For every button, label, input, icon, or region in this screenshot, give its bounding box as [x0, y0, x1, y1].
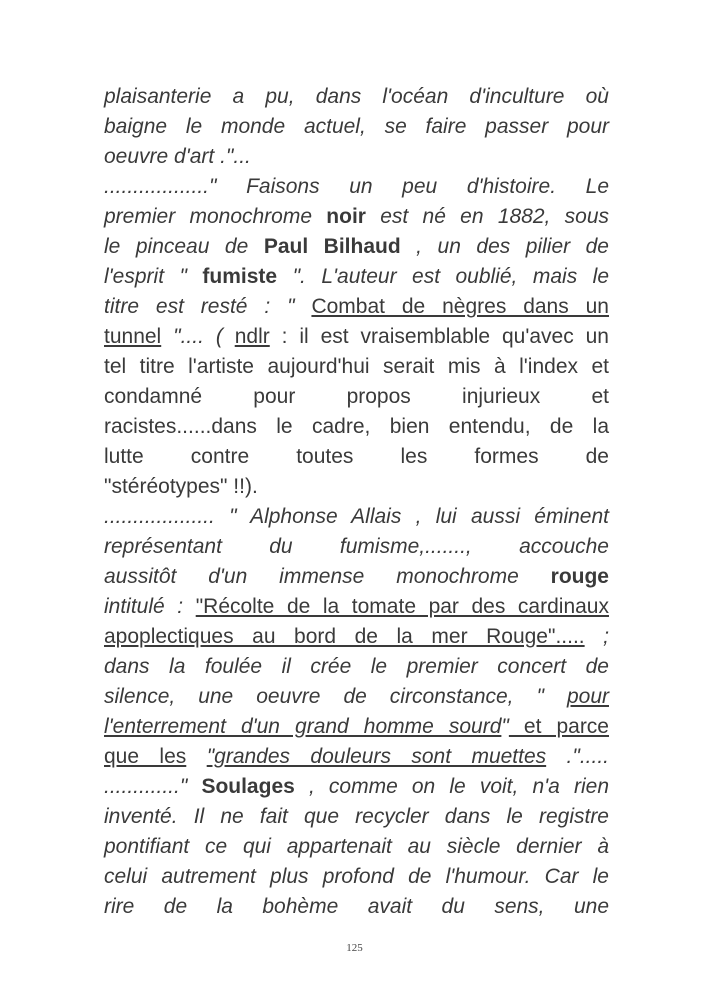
text-line	[104, 772, 609, 802]
text-line	[104, 232, 609, 262]
text-run: "grandes douleurs sont muettes	[206, 745, 547, 768]
text-run: apoplectiques au bord de la mer Rouge".....	[104, 625, 585, 648]
text-line	[104, 112, 609, 142]
text-run: ". L'auteur est oublié, mais le	[277, 265, 610, 288]
text-line	[104, 622, 609, 652]
text-line	[104, 682, 609, 712]
text-line	[104, 172, 609, 202]
text-line	[104, 592, 609, 622]
text-run: , un des pilier de	[400, 235, 609, 258]
text-run: .".....	[546, 745, 610, 768]
text-line	[104, 142, 609, 172]
text-run: l'esprit "	[104, 265, 203, 288]
text-run: inventé. Il ne fait que recycler dans le registre	[104, 805, 609, 828]
text-run: Paul Bilhaud	[263, 235, 401, 258]
text-line	[104, 382, 609, 412]
text-run: ndlr	[234, 325, 270, 348]
text-run: est né en 1882, sous	[365, 205, 610, 228]
text-line	[104, 202, 609, 232]
text-line	[104, 562, 609, 592]
text-run: pour	[566, 685, 609, 708]
text-run: tunnel	[104, 325, 162, 348]
text-run: intitulé :	[104, 595, 196, 618]
text-run: "stéréotypes" !!).	[104, 475, 258, 498]
text-run: titre est resté : "	[104, 295, 312, 318]
text-run: , comme on le voit, n'a rien	[294, 775, 609, 798]
text-run: Combat de nègres dans un	[311, 295, 609, 318]
text-run: rouge	[550, 565, 609, 588]
text-run: pontifiant ce qui appartenait au siècle dernier à	[104, 835, 609, 858]
text-line	[104, 532, 609, 562]
text-line	[104, 262, 609, 292]
text-run: silence, une oeuvre de circonstance, "	[104, 685, 567, 708]
text-run: représentant du fumisme,......., accouche	[104, 535, 609, 558]
text-line	[104, 832, 609, 862]
text-run: le pinceau de	[104, 235, 264, 258]
text-run: "Récolte de la tomate par des cardinaux	[195, 595, 609, 618]
text-run: baigne le monde actuel, se faire passer pour	[104, 115, 609, 138]
text-line	[104, 862, 609, 892]
text-run: .................." Faisons un peu d'histoire. Le	[104, 175, 609, 198]
text-run: ".... (	[161, 325, 235, 348]
text-run: "	[501, 715, 509, 738]
text-run: oeuvre d'art ."...	[104, 145, 251, 168]
page-number: 125	[346, 942, 363, 954]
text-run: Soulages	[201, 775, 295, 798]
text-run: rire de la bohème avait du sens, une	[104, 895, 609, 918]
text-line	[104, 712, 609, 742]
text-run: tel titre l'artiste aujourd'hui serait mis à l'index et	[104, 355, 609, 378]
text-line	[104, 802, 609, 832]
text-line	[104, 502, 609, 532]
text-run: et parce	[508, 715, 609, 738]
text-line	[104, 412, 609, 442]
text-run	[186, 745, 206, 768]
text-line	[104, 322, 609, 352]
text-line	[104, 472, 609, 502]
text-run: plaisanterie a pu, dans l'océan d'inculture où	[104, 85, 609, 108]
text-line	[104, 652, 609, 682]
body-text	[104, 82, 609, 922]
text-line	[104, 82, 609, 112]
text-line	[104, 742, 609, 772]
text-run: ................... " Alphonse Allais , lui aussi éminent	[104, 505, 609, 528]
text-run: lutte contre toutes les formes de	[104, 445, 609, 468]
text-run: fumiste	[202, 265, 278, 288]
text-run: racistes......dans le cadre, bien entendu, de la	[104, 415, 609, 438]
text-line	[104, 892, 609, 922]
text-run: dans la foulée il crée le premier concert de	[104, 655, 609, 678]
text-run: : il est vraisemblable qu'avec un	[269, 325, 609, 348]
text-run: ;	[584, 625, 610, 648]
text-line	[104, 442, 609, 472]
text-run: celui autrement plus profond de l'humour. Car le	[104, 865, 609, 888]
text-run: l'enterrement d'un grand homme sourd	[104, 715, 502, 738]
text-run: premier monochrome	[104, 205, 327, 228]
text-run: ............."	[104, 775, 202, 798]
text-run: noir	[326, 205, 366, 228]
text-line	[104, 292, 609, 322]
text-run: condamné pour propos injurieux et	[104, 385, 609, 408]
text-run: aussitôt d'un immense monochrome	[104, 565, 551, 588]
text-run: que les	[104, 745, 187, 768]
text-line	[104, 352, 609, 382]
